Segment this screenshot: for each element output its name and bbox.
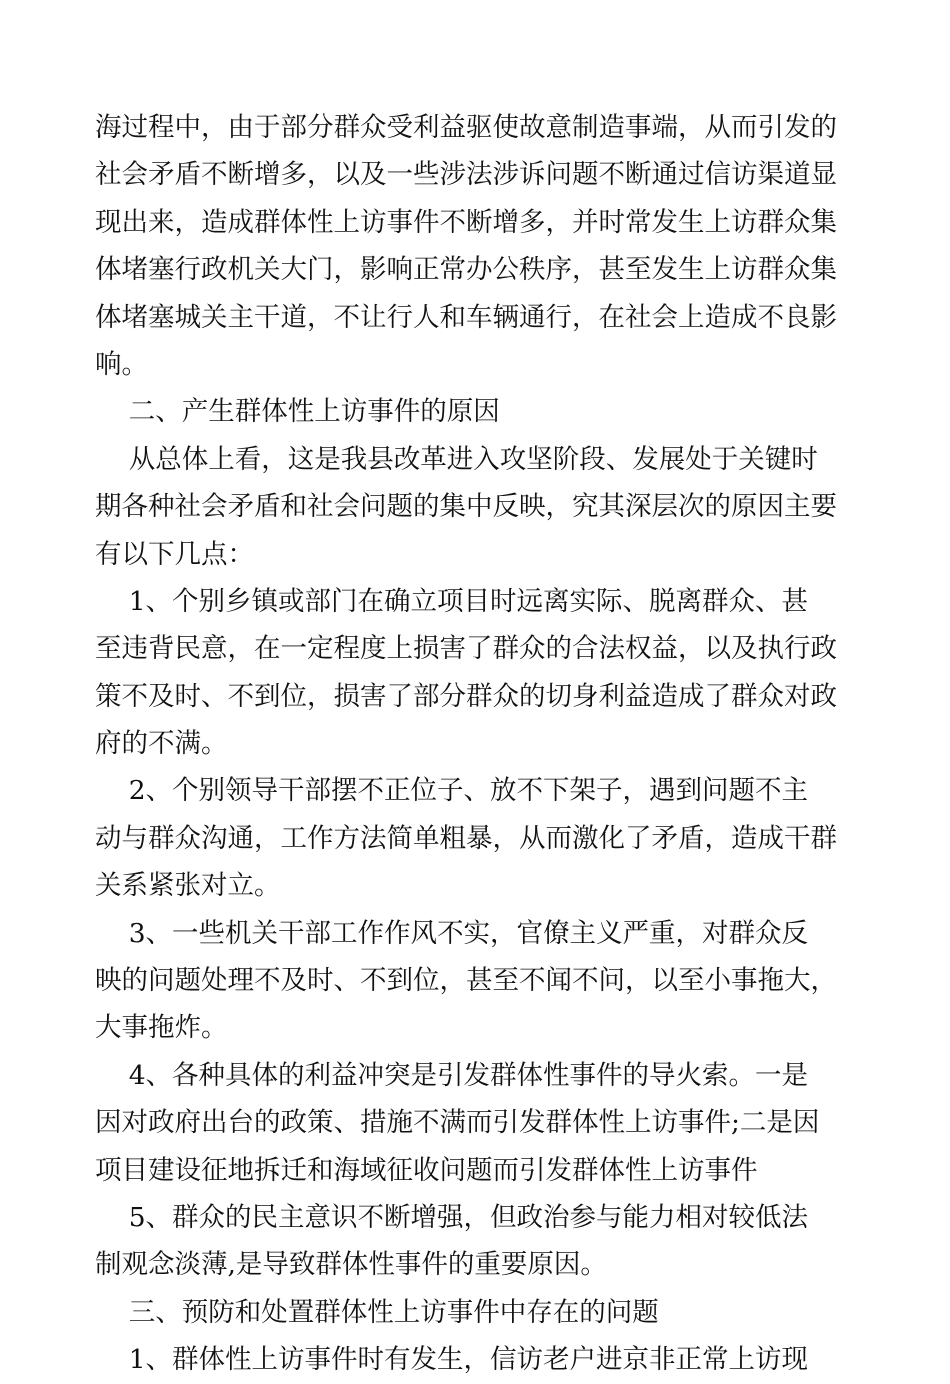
list-item-line: 5、群众的民主意识不断增强，但政治参与能力相对较低法	[95, 1201, 809, 1233]
section-heading: 二、产生群体性上访事件的原因	[95, 396, 500, 428]
text-line: 体堵塞行政机关大门，影响正常办公秩序，甚至发生上访群众集	[95, 254, 837, 286]
text-line: 动与群众沟通，工作方法简单粗暴，从而激化了矛盾，造成干群	[95, 822, 837, 854]
text-line: 至违背民意，在一定程度上损害了群众的合法权益，以及执行政	[95, 633, 837, 665]
list-item-line: 3、一些机关干部工作作风不实，官僚主义严重，对群众反	[95, 917, 809, 949]
list-item-line: 1、群体性上访事件时有发生，信访老户进京非正常上访现	[95, 1344, 809, 1376]
text-line: 期各种社会矛盾和社会问题的集中反映，究其深层次的原因主要	[95, 491, 837, 523]
text-line: 响。	[95, 348, 148, 380]
text-line: 有以下几点：	[95, 538, 254, 570]
text-line: 从总体上看，这是我县改革进入攻坚阶段、发展处于关键时	[95, 443, 818, 475]
text-line: 府的不满。	[95, 728, 228, 760]
text-line: 社会矛盾不断增多，以及一些涉法涉诉问题不断通过信访渠道显	[95, 159, 837, 191]
text-line: 现出来，造成群体性上访事件不断增多，并时常发生上访群众集	[95, 206, 837, 238]
list-item-line: 1、个别乡镇或部门在确立项目时远离实际、脱离群众、甚	[95, 585, 809, 617]
text-line: 关系紧张对立。	[95, 870, 281, 902]
list-item-line: 2、个别领导干部摆不正位子、放不下架子，遇到问题不主	[95, 775, 809, 807]
text-line: 体堵塞城关主干道，不让行人和车辆通行，在社会上造成不良影	[95, 301, 837, 333]
text-line: 大事拖炸。	[95, 1012, 228, 1044]
text-line: 制观念淡薄,是导致群体性事件的重要原因。	[95, 1249, 607, 1281]
text-line: 映的问题处理不及时、不到位，甚至不闻不问，以至小事拖大，	[95, 965, 837, 997]
text-line: 项目建设征地拆迁和海域征收问题而引发群体性上访事件	[95, 1154, 758, 1186]
section-heading: 三、预防和处置群体性上访事件中存在的问题	[95, 1296, 659, 1328]
list-item-line: 4、各种具体的利益冲突是引发群体性事件的导火索。一是	[95, 1059, 809, 1091]
document-body	[95, 104, 855, 1384]
text-line: 海过程中，由于部分群众受利益驱使故意制造事端，从而引发的	[95, 112, 837, 143]
text-line: 策不及时、不到位，损害了部分群众的切身利益造成了群众对政	[95, 680, 837, 712]
text-line: 因对政府出台的政策、措施不满而引发群体性上访事件;二是因	[95, 1107, 820, 1139]
